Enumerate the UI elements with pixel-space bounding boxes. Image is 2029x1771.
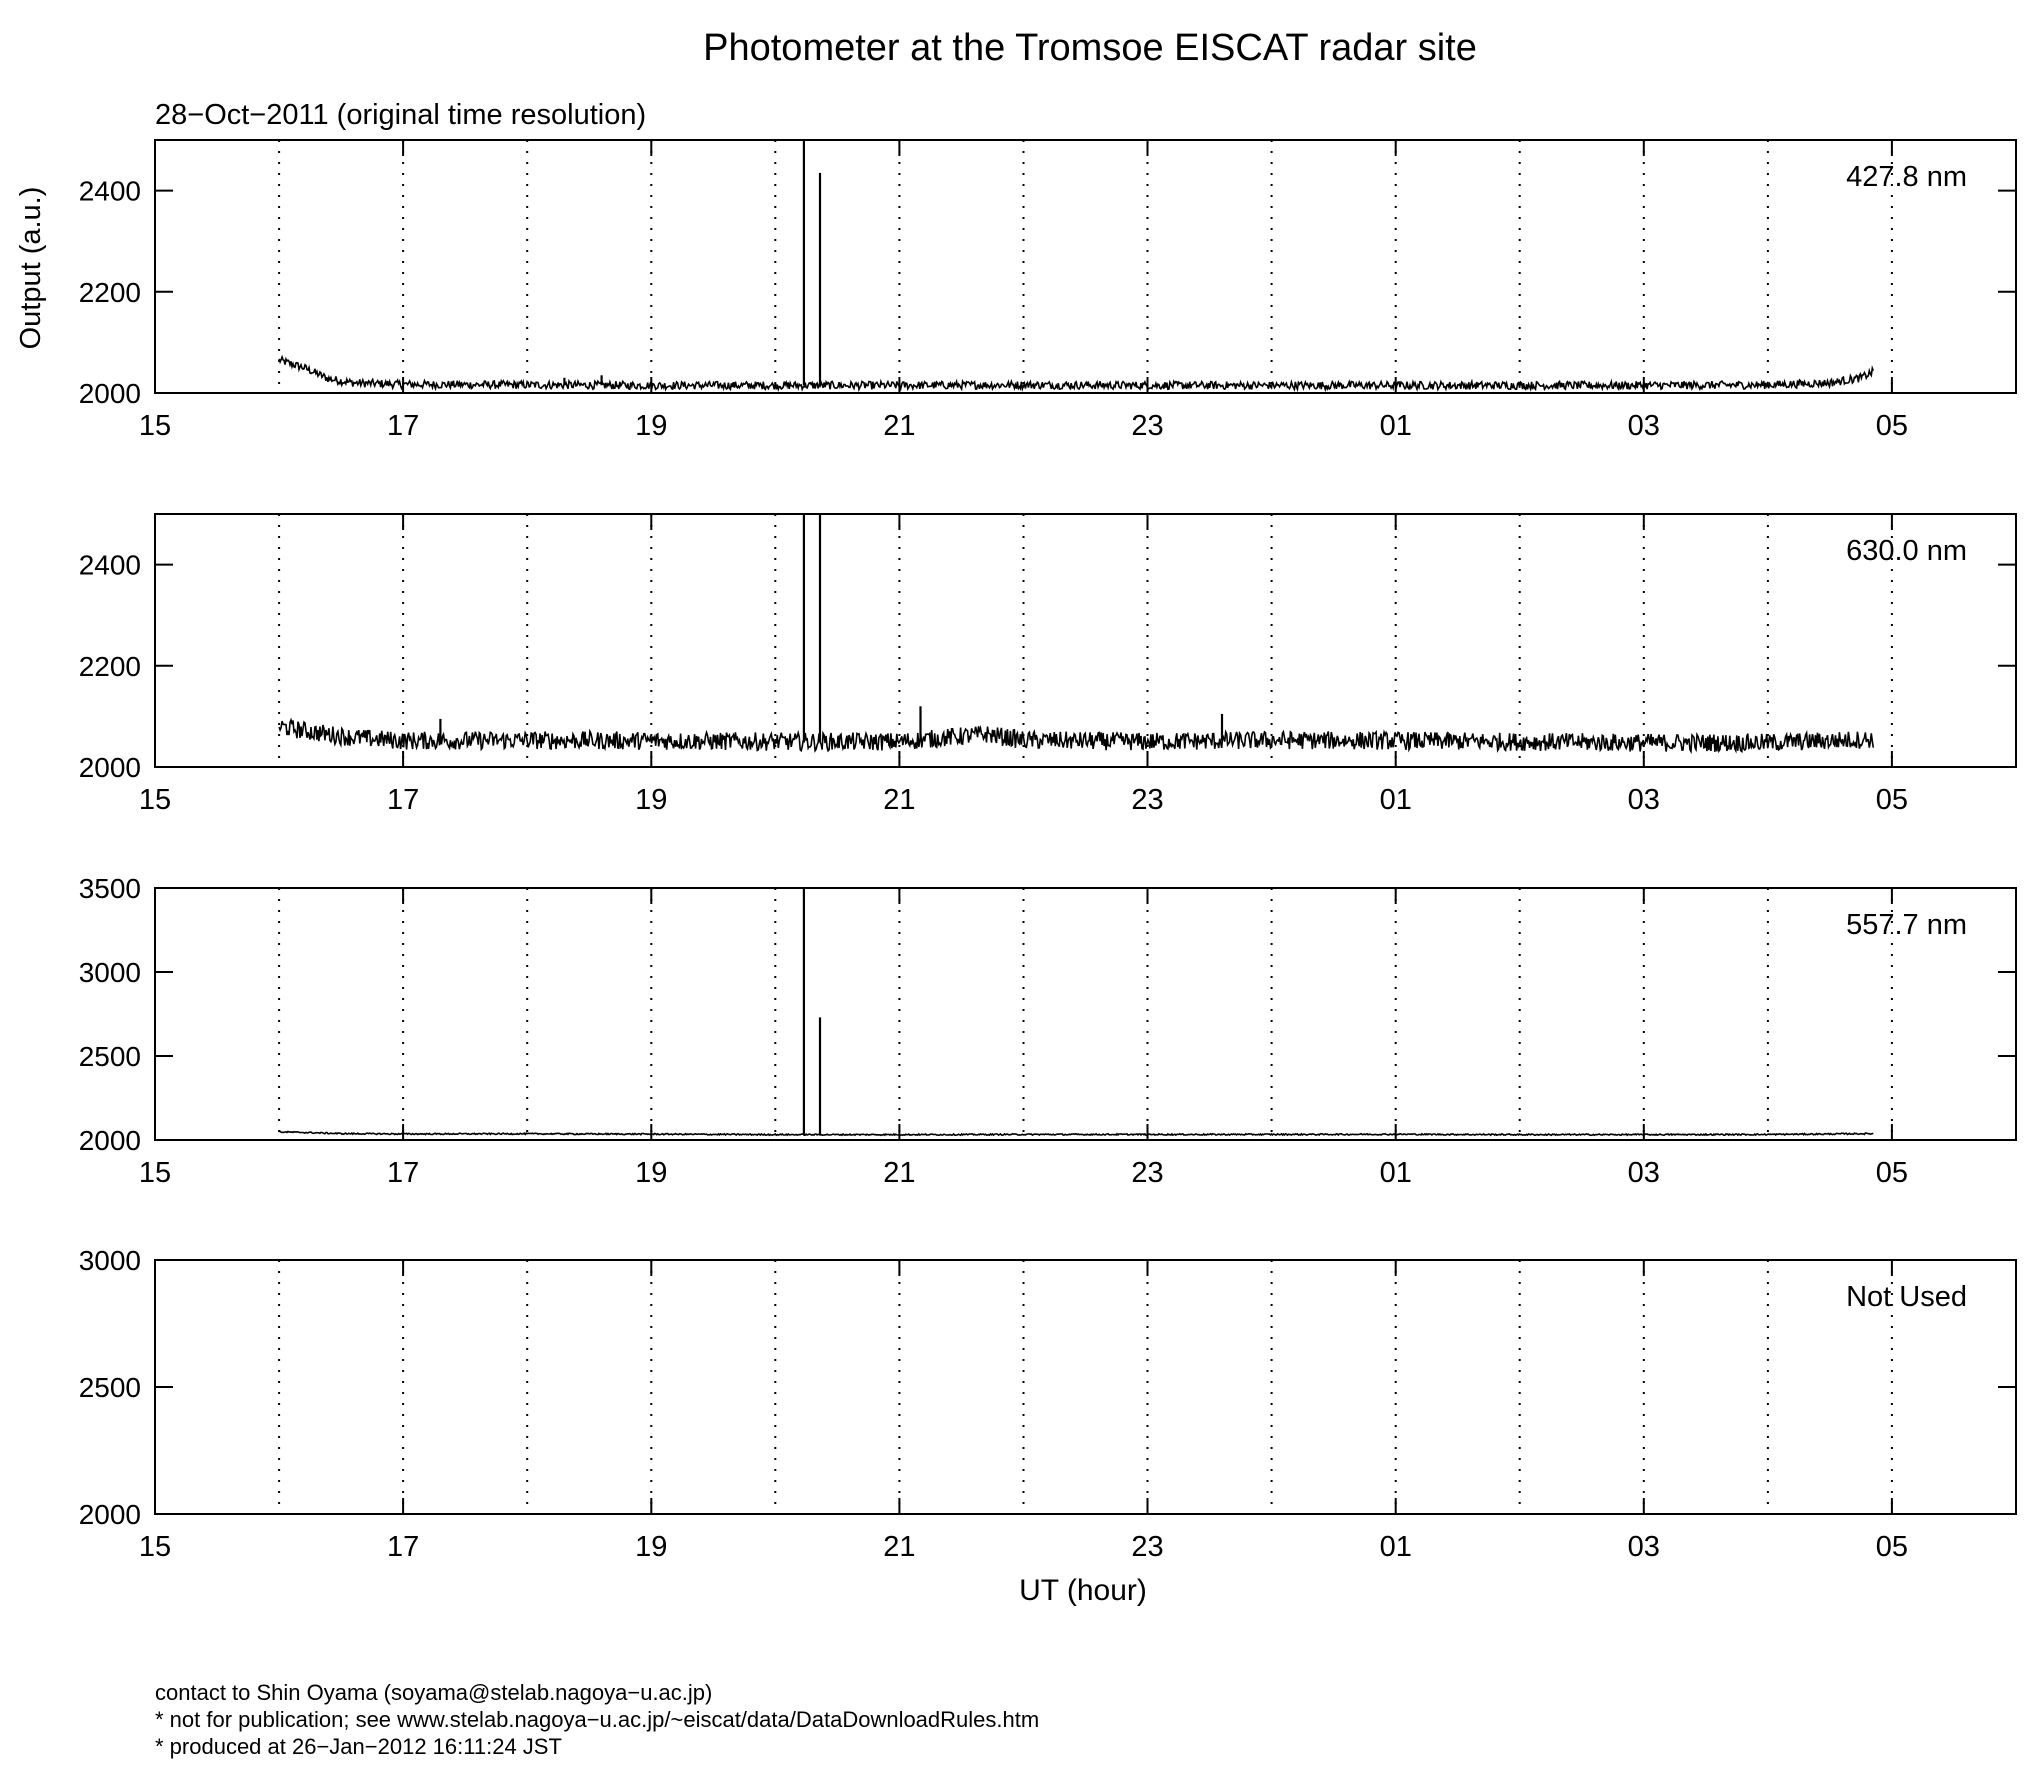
x-tick-label: 05: [1875, 784, 1909, 816]
y-tick-label: 2500: [78, 1372, 141, 1403]
x-tick-label: 19: [635, 784, 668, 816]
x-tick-label: 03: [1627, 784, 1660, 816]
x-tick-label: 03: [1627, 1157, 1660, 1189]
x-tick-label: 19: [635, 1157, 668, 1189]
x-tick-label: 23: [1131, 410, 1164, 442]
x-tick-label: 01: [1379, 1157, 1412, 1189]
x-tick-label: 15: [138, 784, 172, 816]
footer-line-1: contact to Shin Oyama (soyama@stelab.nagoya−u.ac.jp): [155, 1680, 713, 1705]
x-tick-label: 17: [386, 1157, 420, 1189]
y-tick-label: 2000: [78, 752, 141, 783]
y-tick-label: 2000: [78, 1499, 141, 1530]
channel-label: 427.8 nm: [1846, 161, 1967, 193]
plot-frame: [155, 514, 2016, 767]
plot-frame: [155, 1260, 2016, 1514]
x-tick-label: 01: [1379, 784, 1412, 816]
y-tick-label: 3000: [78, 957, 141, 988]
x-tick-label: 17: [386, 1531, 420, 1563]
x-tick-label: 05: [1875, 1531, 1909, 1563]
x-tick-label: 01: [1379, 410, 1412, 442]
plot-frame: [155, 888, 2016, 1140]
y-tick-label: 2000: [78, 378, 141, 409]
panel-3: [79, 873, 2016, 1189]
x-tick-label: 21: [883, 784, 916, 816]
x-tick-label: 21: [883, 410, 916, 442]
y-tick-label: 2500: [78, 1041, 141, 1072]
x-tick-label: 03: [1627, 410, 1660, 442]
y-tick-label: 2000: [78, 1125, 141, 1156]
data-series-line: [279, 357, 1873, 389]
figure-subtitle: 28−Oct−2011 (original time resolution): [155, 99, 647, 131]
channel-label: 630.0 nm: [1846, 535, 1967, 567]
x-tick-label: 17: [386, 410, 420, 442]
channel-label: Not Used: [1846, 1281, 1967, 1313]
x-tick-label: 23: [1131, 1157, 1164, 1189]
x-tick-label: 19: [635, 1531, 668, 1563]
panel-4: [79, 1245, 2016, 1563]
y-tick-label: 3500: [78, 873, 141, 904]
panel-1: [79, 140, 2016, 442]
y-tick-label: 2400: [78, 175, 141, 207]
footer-line-3: * produced at 26−Jan−2012 16:11:24 JST: [155, 1734, 562, 1759]
x-tick-label: 23: [1131, 1531, 1164, 1563]
y-axis-label: Output (a.u.): [15, 186, 47, 350]
x-tick-label: 19: [635, 410, 668, 442]
x-tick-label: 23: [1131, 784, 1164, 816]
x-tick-label: 15: [138, 1531, 172, 1563]
plot-frame: [155, 140, 2016, 393]
y-tick-label: 2200: [78, 276, 141, 308]
data-series-line: [279, 1131, 1873, 1135]
x-tick-label: 05: [1875, 410, 1909, 442]
y-tick-label: 2400: [78, 549, 141, 581]
x-tick-label: 05: [1875, 1157, 1909, 1189]
x-tick-label: 15: [138, 1157, 172, 1189]
x-tick-label: 01: [1379, 1531, 1412, 1563]
y-tick-label: 3000: [78, 1245, 141, 1276]
x-tick-label: 21: [883, 1531, 916, 1563]
x-axis-label: UT (hour): [1019, 1574, 1147, 1607]
data-series-line: [279, 720, 1873, 752]
footer-line-2: * not for publication; see www.stelab.nagoya−u.ac.jp/~eiscat/data/DataDownloadRules.htm: [155, 1707, 1040, 1732]
panel-2: [79, 514, 2016, 816]
channel-label: 557.7 nm: [1846, 909, 1967, 941]
x-tick-label: 03: [1627, 1531, 1660, 1563]
y-tick-label: 2200: [78, 650, 141, 682]
x-tick-label: 21: [883, 1157, 916, 1189]
figure-title: Photometer at the Tromsoe EISCAT radar site: [703, 27, 1477, 69]
x-tick-label: 15: [138, 410, 172, 442]
x-tick-label: 17: [386, 784, 420, 816]
